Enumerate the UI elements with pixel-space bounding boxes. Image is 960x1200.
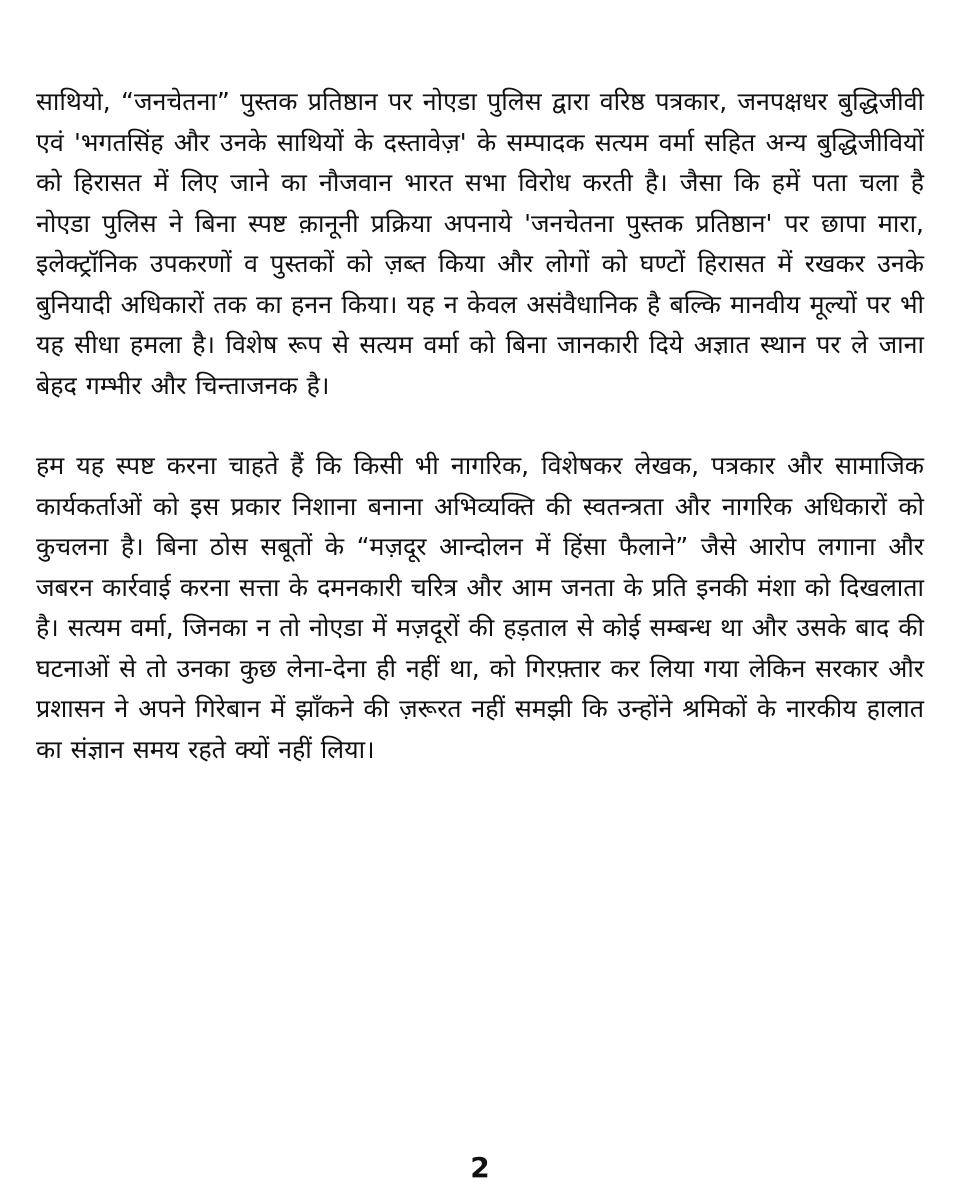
paragraph-spacer: [36, 406, 924, 446]
paragraph-2: हम यह स्पष्ट करना चाहते हैं कि किसी भी नागरिक, विशेषकर लेखक, पत्रकार और सामाजिक कार्यकर्ताओं को इस प्रकार निशाना बनाना अभिव्यक्ति की स्वतन्त्रता और नागरिक अधिकारों को कुचलना है। बिना ठोस सबूतों के “मज़दूर आन्दोलन में हिंसा फैलाने” जैसे आरोप लगाना और जबरन कार्रवाई करना सत्ता के दमनकारी चरित्र और आम जनता के प्रति इनकी मंशा को दिखलाता है। सत्यम वर्मा, जिनका न तो नोएडा में मज़दूरों की हड़ताल से कोई सम्बन्ध था और उसके बाद की घटनाओं से तो उनका कुछ लेना-देना ही नहीं था, को गिरफ़्तार कर लिया गया लेकिन सरकार और प्रशासन ने अपने गिरेबान में झाँकने की ज़रूरत नहीं समझी कि उन्होंने श्रमिकों के नारकीय हालात का संज्ञान समय रहते क्यों नहीं लिया।: [36, 451, 924, 764]
body-text: [36, 82, 924, 770]
paragraph-1: साथियो, “जनचेतना” पुस्तक प्रतिष्ठान पर नोएडा पुलिस द्वारा वरिष्ठ पत्रकार, जनपक्षधर बुद्धिजीवी एवं 'भगतसिंह और उनके साथियों के दस्तावेज़' के सम्पादक सत्यम वर्मा सहित अन्य बुद्धिजीवियों को हिरासत में लिए जाने का नौजवान भारत सभा विरोध करती है। जैसा कि हमें पता चला है नोएडा पुलिस ने बिना स्पष्ट क़ानूनी प्रक्रिया अपनाये 'जनचेतना पुस्तक प्रतिष्ठान' पर छापा मारा, इलेक्ट्रॉनिक उपकरणों व पुस्तकों को ज़ब्त किया और लोगों को घण्टों हिरासत में रखकर उनके बुनियादी अधिकारों तक का हनन किया। यह न केवल असंवैधानिक है बल्कि मानवीय मूल्यों पर भी यह सीधा हमला है। विशेष रूप से सत्यम वर्मा को बिना जानकारी दिये अज्ञात स्थान पर ले जाना बेहद गम्भीर और चिन्ताजनक है।: [36, 87, 924, 400]
page-number: 2: [470, 1151, 490, 1184]
